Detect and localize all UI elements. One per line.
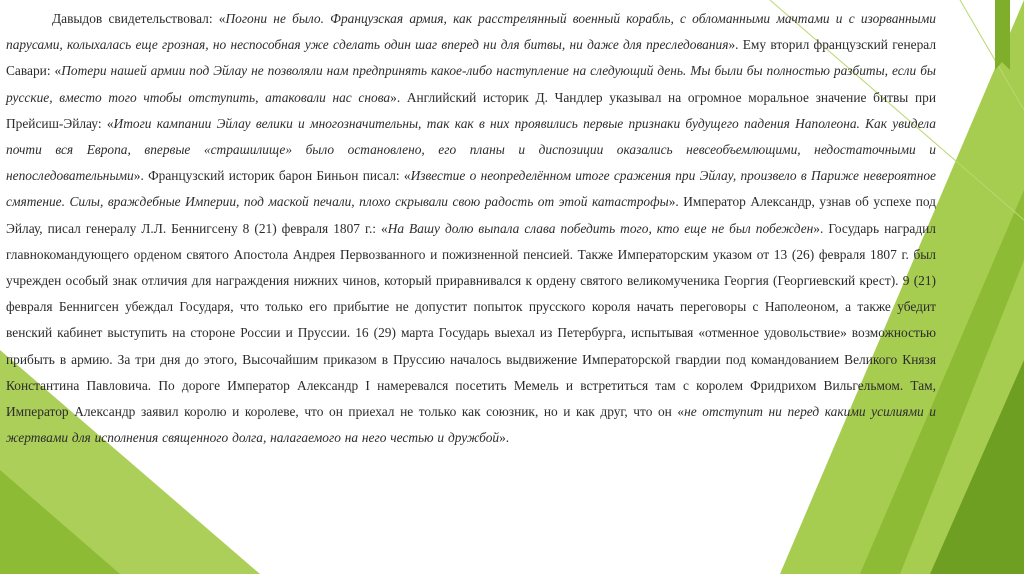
history-paragraph xyxy=(6,6,936,451)
quote-run: На Вашу долю выпала слава победить того, кто еще не был побежден xyxy=(387,220,814,236)
text-run: Давыдов свидетельствовал: « xyxy=(52,11,226,26)
quote-run: Итоги кампании Эйлау велики и многозначительны, так как в них проявились первые признаки будущего падения Наполеона. Как увидела почти вся Европа, впервые «страшилище» было остановлено, его планы и диспозиции оказались невсеобъемлющими, недостаточными и непоследовательными xyxy=(6,115,936,184)
quote-run: не отступит ни перед какими усилиями и жертвами для исполнения священного долга, налагаемого на него честью и дружбой xyxy=(6,404,937,446)
decor-ribbon xyxy=(995,0,1010,70)
text-run: ». Ему вторил французский генерал Савари: « xyxy=(6,37,937,79)
quote-run: Известие о неопределённом итоге сражения при Эйлау, произвело в Париже невероятное смятение. Силы, враждебные Империи, под маской печали, плохо скрывали свою радость от этой катастрофы xyxy=(6,168,936,210)
text-run: ». Государь наградил главнокомандующего орденом святого Апостола Андрея Первозванного и пожизненной пенсией. Также Императорским указом от 13 (26) февраля 1807 г. был учрежден особый знак отличия для награждения нижних чинов, который приравнивался к ордену святого великомученика Георгия (Георгиевский крест). 9 (21) февраля Беннигсен убеждал Государя, что только его прибытие не допустит попыток прусского короля начать переговоры с Наполеоном, а также убедит венский кабинет выступить на стороне России и Пруссии. 16 (29) марта Государь выехал из Петербурга, испытывая «отменное удовольствие» возможностью прибыть в армию. За три дня до этого, Высочайшим приказом в Пруссию началось выдвижение Императорской гвардии под командованием Великого Князя Константина Павловича. По дороге Император Александр I намеревался посетить Мемель и встретиться там с королем Фридрихом Вильгельмом. Там, Император Александр заявил королю и королеве, что он приехал не только как союзник, но и как друг, что он « xyxy=(6,220,936,420)
body-text xyxy=(6,6,936,451)
text-run: ». Император Александр, узнав об успехе под Эйлау, писал генералу Л.Л. Беннигсену 8 (21) февраля 1807 г.: « xyxy=(6,194,936,236)
quote-run: Погони не было. Французская армия, как расстрелянный военный корабль, с обломанными мачтами и с изорванными парусами, колыхалась еще грозная, но неспособная уже сделать один шаг вперед ни для битвы, ни даже для преследования xyxy=(6,11,936,53)
text-run: ». xyxy=(499,430,510,446)
quote-run: Потери нашей армии под Эйлау не позволяли нам предпринять какое-либо наступление на следующий день. Мы были бы полностью разбиты, если бы русские, вместо того чтобы отступить, атаковали нас снова xyxy=(6,63,936,105)
text-run: ». Английский историк Д. Чандлер указывал на огромное моральное значение битвы при Прейсиш-Эйлау: « xyxy=(6,89,936,131)
text-run: ». Французский историк барон Биньон писал: « xyxy=(133,168,411,184)
